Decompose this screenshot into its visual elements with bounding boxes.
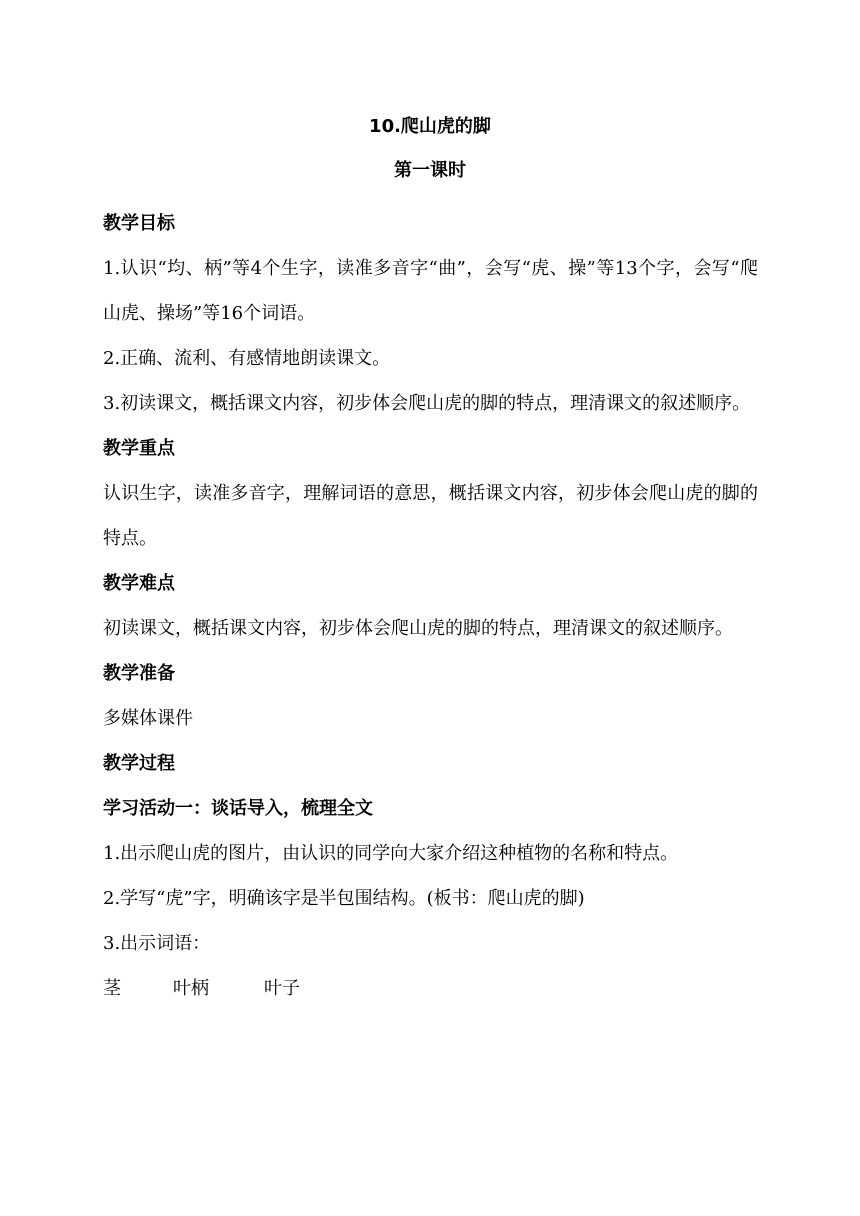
document-body bbox=[103, 201, 758, 1011]
activity-item-2: 2.学写“虎”字，明确该字是半包围结构。(板书：爬山虎的脚) bbox=[103, 888, 585, 909]
preparation-text: 多媒体课件 bbox=[103, 708, 193, 729]
section-heading-difficulties: 教学难点 bbox=[103, 573, 175, 594]
goal-item-2: 2.正确、流利、有感情地朗读课文。 bbox=[103, 348, 391, 369]
word-list bbox=[103, 966, 758, 1011]
activity-heading-1: 学习活动一：谈话导入，梳理全文 bbox=[103, 798, 373, 819]
difficulties-text: 初读课文，概括课文内容，初步体会爬山虎的脚的特点，理清课文的叙述顺序。 bbox=[103, 618, 733, 639]
activity-item-1: 1.出示爬山虎的图片，由认识的同学向大家介绍这种植物的名称和特点。 bbox=[103, 843, 679, 864]
goal-item-1: 1.认识“均、柄”等4个生字，读准多音字“曲”，会写“虎、操”等13个字，会写“爬山虎、操场”等16个词语。 bbox=[103, 258, 758, 324]
word-item: 茎 bbox=[103, 978, 121, 999]
document-title: 10.爬山虎的脚 bbox=[369, 116, 491, 137]
document-subtitle: 第一课时 bbox=[394, 160, 466, 181]
section-heading-process: 教学过程 bbox=[103, 753, 175, 774]
section-heading-goals: 教学目标 bbox=[103, 213, 175, 234]
goal-item-3: 3.初读课文，概括课文内容，初步体会爬山虎的脚的特点，理清课文的叙述顺序。 bbox=[103, 393, 751, 414]
word-item: 叶柄 bbox=[173, 978, 209, 999]
section-heading-key-points: 教学重点 bbox=[103, 438, 175, 459]
key-points-text: 认识生字，读准多音字，理解词语的意思，概括课文内容，初步体会爬山虎的脚的特点。 bbox=[103, 483, 758, 549]
activity-item-3: 3.出示词语： bbox=[103, 933, 211, 954]
word-item: 叶子 bbox=[264, 978, 300, 999]
section-heading-preparation: 教学准备 bbox=[103, 663, 175, 684]
